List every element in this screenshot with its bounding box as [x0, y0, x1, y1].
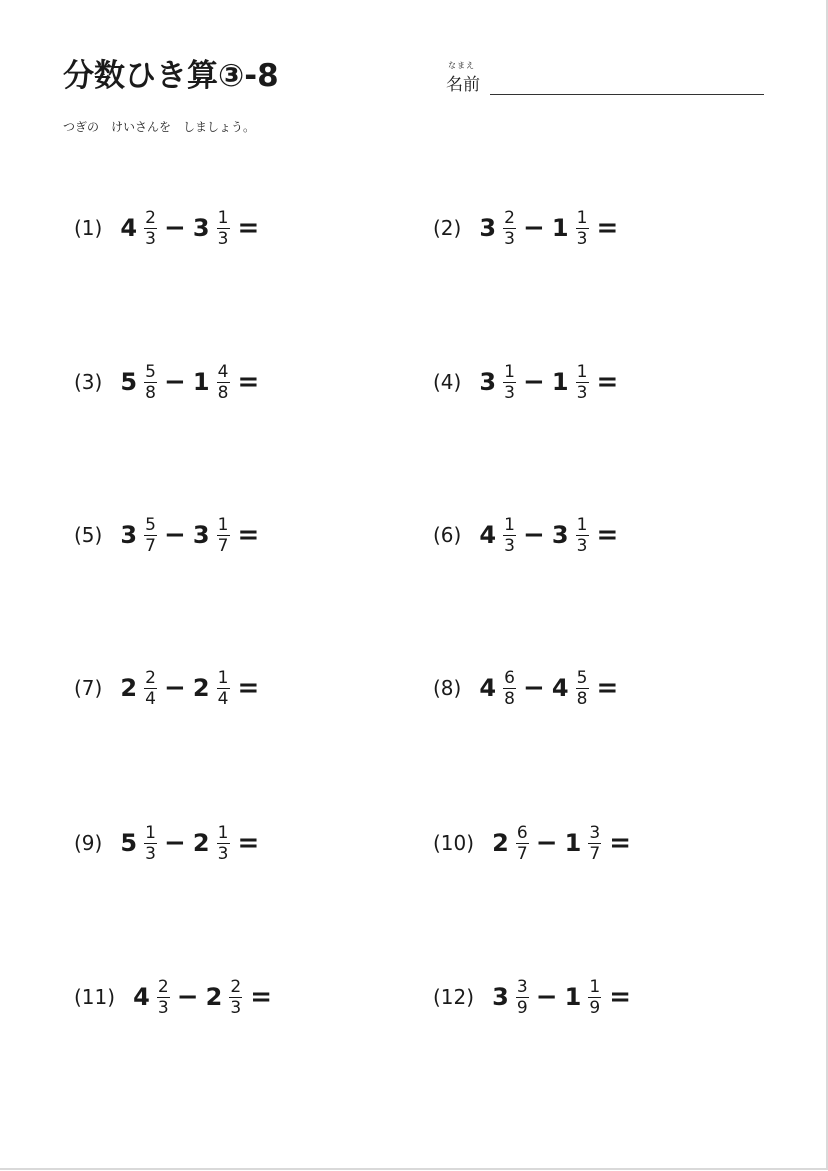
fraction-denominator: 7 — [516, 843, 528, 864]
equals-sign: = — [609, 982, 632, 1012]
minuend-whole: 4 — [479, 521, 497, 549]
fraction-denominator: 3 — [145, 843, 156, 864]
minus-sign: − — [535, 828, 558, 858]
fraction-numerator: 1 — [576, 207, 588, 228]
minuend-fraction — [516, 978, 529, 1017]
problem-number: (3) — [74, 370, 103, 394]
minuend-whole: 3 — [120, 521, 138, 549]
subtrahend-fraction — [217, 669, 230, 708]
subtrahend-whole: 3 — [192, 214, 210, 242]
minus-sign: − — [535, 982, 558, 1012]
problem-11 — [74, 972, 272, 1022]
equals-sign: = — [596, 367, 619, 397]
minus-sign: − — [164, 828, 186, 858]
minus-sign: − — [523, 673, 545, 703]
minus-sign: − — [176, 982, 199, 1012]
minus-sign: − — [523, 213, 545, 243]
problem-7 — [74, 663, 259, 713]
minuend-whole: 3 — [479, 214, 497, 242]
fraction-numerator: 5 — [576, 667, 588, 688]
fraction-denominator: 3 — [145, 228, 156, 249]
worksheet-title: 分数ひき算③-8 — [63, 58, 279, 94]
minuend-fraction — [157, 978, 170, 1017]
fraction-denominator: 9 — [589, 997, 601, 1018]
equals-sign: = — [596, 673, 619, 703]
equals-sign: = — [250, 982, 273, 1012]
equals-sign: = — [237, 213, 260, 243]
fraction-denominator: 8 — [576, 688, 588, 709]
fraction-denominator: 3 — [230, 997, 242, 1018]
problem-2 — [433, 203, 618, 253]
subtrahend-whole: 1 — [192, 368, 210, 396]
minuend-fraction — [144, 824, 157, 863]
subtrahend-whole: 4 — [551, 674, 569, 702]
problem-number: (6) — [433, 523, 462, 547]
subtrahend-whole: 1 — [551, 214, 569, 242]
minuend-whole: 4 — [120, 214, 138, 242]
fraction-denominator: 4 — [145, 688, 156, 709]
fraction-numerator: 1 — [504, 361, 515, 382]
minuend-fraction — [144, 363, 157, 402]
fraction-numerator: 1 — [217, 514, 229, 535]
subtrahend-fraction — [217, 516, 230, 555]
problem-1 — [74, 203, 259, 253]
subtrahend-fraction — [576, 209, 589, 248]
fraction-numerator: 6 — [504, 667, 515, 688]
minuend-fraction — [503, 209, 516, 248]
minus-sign: − — [164, 213, 186, 243]
fraction-denominator: 9 — [516, 997, 528, 1018]
fraction-denominator: 3 — [576, 535, 588, 556]
equals-sign: = — [596, 213, 619, 243]
problem-number: (7) — [74, 676, 103, 700]
minuend-fraction — [503, 669, 516, 708]
fraction-numerator: 2 — [504, 207, 515, 228]
problem-number: (11) — [74, 985, 116, 1009]
minuend-fraction — [144, 669, 157, 708]
equals-sign: = — [237, 367, 260, 397]
fraction-denominator: 8 — [217, 382, 229, 403]
fraction-numerator: 2 — [230, 976, 242, 997]
problem-10 — [433, 818, 631, 868]
problem-number: (4) — [433, 370, 462, 394]
subtrahend-whole: 2 — [205, 983, 223, 1011]
minuend-whole: 2 — [492, 829, 509, 857]
fraction-numerator: 6 — [516, 822, 528, 843]
fraction-denominator: 8 — [504, 688, 515, 709]
minuend-whole: 2 — [120, 674, 138, 702]
fraction-numerator: 2 — [145, 667, 156, 688]
subtrahend-fraction — [576, 363, 589, 402]
fraction-numerator: 5 — [145, 361, 156, 382]
name-area — [446, 60, 766, 100]
subtrahend-fraction — [588, 824, 601, 863]
problem-number: (1) — [74, 216, 103, 240]
equals-sign: = — [609, 828, 632, 858]
subtrahend-fraction — [217, 363, 230, 402]
minuend-fraction — [144, 209, 157, 248]
fraction-denominator: 7 — [589, 843, 601, 864]
fraction-numerator: 2 — [145, 207, 156, 228]
subtrahend-fraction — [576, 669, 589, 708]
minuend-fraction — [144, 516, 157, 555]
fraction-denominator: 3 — [504, 535, 515, 556]
name-ruby: なまえ — [448, 61, 475, 70]
fraction-numerator: 3 — [516, 976, 528, 997]
minus-sign: − — [164, 367, 186, 397]
problem-number: (10) — [433, 831, 475, 855]
fraction-denominator: 3 — [576, 228, 588, 249]
problem-3 — [74, 357, 259, 407]
minus-sign: − — [523, 520, 545, 550]
fraction-denominator: 7 — [145, 535, 156, 556]
subtrahend-whole: 2 — [192, 829, 210, 857]
fraction-numerator: 2 — [157, 976, 169, 997]
subtrahend-fraction — [576, 516, 589, 555]
problem-4 — [433, 357, 618, 407]
fraction-numerator: 5 — [145, 514, 156, 535]
minus-sign: − — [164, 673, 186, 703]
fraction-numerator: 1 — [576, 514, 588, 535]
problem-6 — [433, 510, 618, 560]
minuend-whole: 5 — [120, 368, 138, 396]
minuend-fraction — [503, 363, 516, 402]
minuend-fraction — [503, 516, 516, 555]
problem-number: (9) — [74, 831, 103, 855]
problem-number: (2) — [433, 216, 462, 240]
problem-number: (8) — [433, 676, 462, 700]
problem-number: (12) — [433, 985, 475, 1009]
fraction-denominator: 3 — [217, 843, 229, 864]
fraction-numerator: 1 — [217, 207, 229, 228]
minus-sign: − — [164, 520, 186, 550]
subtrahend-whole: 3 — [551, 521, 569, 549]
problem-12 — [433, 972, 631, 1022]
minuend-whole: 4 — [479, 674, 497, 702]
fraction-numerator: 1 — [217, 822, 229, 843]
problem-9 — [74, 818, 259, 868]
fraction-denominator: 8 — [145, 382, 156, 403]
fraction-denominator: 4 — [217, 688, 229, 709]
fraction-denominator: 3 — [504, 228, 515, 249]
subtrahend-fraction — [229, 978, 242, 1017]
subtrahend-fraction — [217, 209, 230, 248]
minus-sign: − — [523, 367, 545, 397]
fraction-numerator: 1 — [217, 667, 229, 688]
problem-number: (5) — [74, 523, 103, 547]
subtrahend-whole: 1 — [564, 983, 582, 1011]
minuend-whole: 5 — [120, 829, 138, 857]
fraction-numerator: 1 — [589, 976, 601, 997]
subtrahend-whole: 1 — [564, 829, 582, 857]
fraction-denominator: 3 — [157, 997, 169, 1018]
subtrahend-whole: 2 — [192, 674, 210, 702]
minuend-whole: 3 — [492, 983, 509, 1011]
equals-sign: = — [237, 520, 260, 550]
name-input-line[interactable] — [490, 94, 764, 95]
problem-8 — [433, 663, 618, 713]
minuend-fraction — [516, 824, 529, 863]
fraction-numerator: 1 — [145, 822, 156, 843]
fraction-numerator: 3 — [589, 822, 601, 843]
fraction-denominator: 3 — [504, 382, 515, 403]
fraction-numerator: 4 — [217, 361, 229, 382]
subtrahend-whole: 3 — [192, 521, 210, 549]
fraction-numerator: 1 — [504, 514, 515, 535]
equals-sign: = — [596, 520, 619, 550]
equals-sign: = — [237, 673, 260, 703]
equals-sign: = — [237, 828, 260, 858]
subtrahend-whole: 1 — [551, 368, 569, 396]
minuend-whole: 4 — [133, 983, 150, 1011]
minuend-whole: 3 — [479, 368, 497, 396]
subtrahend-fraction — [588, 978, 601, 1017]
problem-5 — [74, 510, 259, 560]
name-label: 名前 — [446, 75, 480, 95]
fraction-denominator: 3 — [576, 382, 588, 403]
subtrahend-fraction — [217, 824, 230, 863]
fraction-denominator: 7 — [217, 535, 229, 556]
fraction-denominator: 3 — [217, 228, 229, 249]
fraction-numerator: 1 — [576, 361, 588, 382]
instruction-text: つぎの けいさんを しましょう。 — [63, 120, 256, 134]
